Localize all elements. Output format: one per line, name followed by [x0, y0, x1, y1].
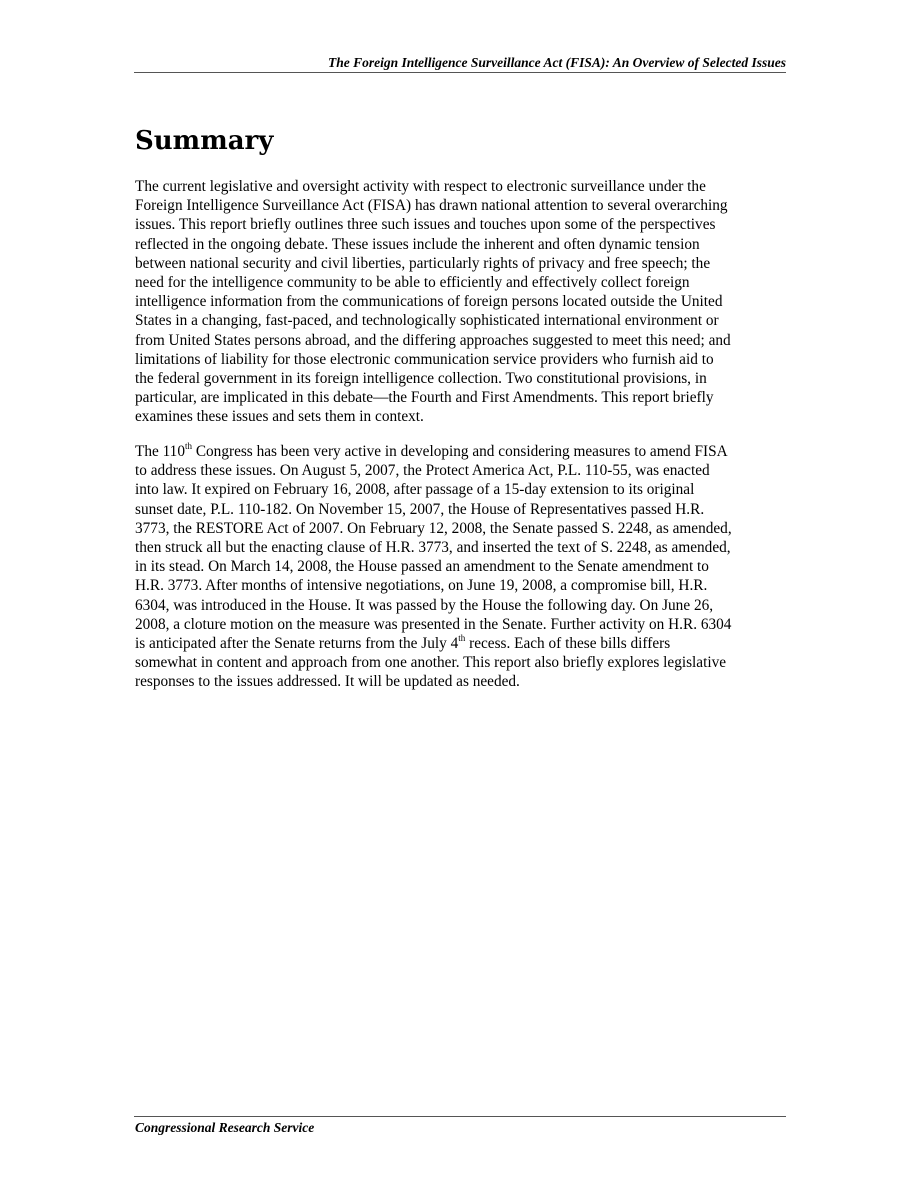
paragraph-line: somewhat in content and approach from one another. This report also briefly explores legislative [135, 654, 727, 672]
line-text: is anticipated after the Senate returns from the July 4 [135, 634, 459, 652]
paragraph-line: sunset date, P.L. 110-182. On November 15, 2007, the House of Representatives passed H.R. [135, 500, 705, 518]
line-text: Congress has been very active in developing and considering measures to amend FISA [192, 443, 728, 460]
paragraph-line: in its stead. On March 14, 2008, the House passed an amendment to the Senate amendment to [135, 558, 709, 576]
paragraph-line: from United States persons abroad, and the differing approaches suggested to meet this need; and [135, 331, 731, 349]
paragraph-line: between national security and civil liberties, particularly rights of privacy and free speech; the [135, 254, 711, 272]
paragraph-line [135, 634, 787, 653]
paragraph-line: responses to the issues addressed. It will be updated as needed. [135, 673, 520, 691]
paragraph-line: 6304, was introduced in the House. It was passed by the House the following day. On June 26, [135, 596, 714, 614]
paragraph-line: need for the intelligence community to be able to efficiently and effectively collect foreign [135, 273, 690, 291]
paragraph-line: the federal government in its foreign intelligence collection. Two constitutional provisions, in [135, 369, 707, 387]
paragraph-line: Foreign Intelligence Surveillance Act (FISA) has drawn national attention to several overarching [135, 197, 728, 215]
running-header: The Foreign Intelligence Surveillance Act (FISA): An Overview of Selected Issues [328, 55, 786, 70]
paragraph-line: intelligence information from the communications of foreign persons located outside the United [135, 293, 723, 311]
summary-paragraph-2 [135, 442, 787, 691]
paragraph-line: examines these issues and sets them in context. [135, 408, 424, 426]
paragraph-line: into law. It expired on February 16, 2008, after passage of a 15-day extension to its original [135, 481, 695, 499]
paragraph-line: to address these issues. On August 5, 2007, the Protect America Act, P.L. 110-55, was enacted [135, 462, 710, 480]
header-rule [134, 72, 786, 73]
paragraph-line: limitations of liability for those electronic communication service providers who furnish aid to [135, 350, 714, 368]
paragraph-line: issues. This report briefly outlines three such issues and touches upon some of the perspectives [135, 216, 716, 234]
paragraph-line: 2008, a cloture motion on the measure was presented in the Senate. Further activity on H.R. 6304 [135, 615, 732, 633]
line-text: recess. Each of these bills differs [465, 634, 671, 652]
summary-heading: Summary [135, 126, 274, 156]
paragraph-line: H.R. 3773. After months of intensive negotiations, on June 19, 2008, a compromise bill, H.R. [135, 577, 708, 595]
running-footer: Congressional Research Service [135, 1120, 315, 1135]
paragraph-line: The current legislative and oversight activity with respect to electronic surveillance under the [135, 178, 706, 195]
paragraph-line: 3773, the RESTORE Act of 2007. On February 12, 2008, the Senate passed S. 2248, as amended, [135, 519, 732, 537]
line-text: The 110 [135, 443, 185, 460]
paragraph-line: reflected in the ongoing debate. These issues include the inherent and often dynamic tension [135, 235, 700, 253]
summary-paragraph-1 [135, 177, 787, 426]
paragraph-line: States in a changing, fast-paced, and technologically sophisticated international environment or [135, 312, 719, 330]
paragraph-line: then struck all but the enacting clause of H.R. 3773, and inserted the text of S. 2248, as amended, [135, 538, 731, 556]
paragraph-line [135, 442, 787, 461]
paragraph-line: particular, are implicated in this debate—the Fourth and First Amendments. This report briefly [135, 389, 714, 407]
ordinal-suffix: th [458, 632, 466, 643]
ordinal-suffix: th [184, 440, 192, 451]
footer-rule [134, 1116, 786, 1117]
